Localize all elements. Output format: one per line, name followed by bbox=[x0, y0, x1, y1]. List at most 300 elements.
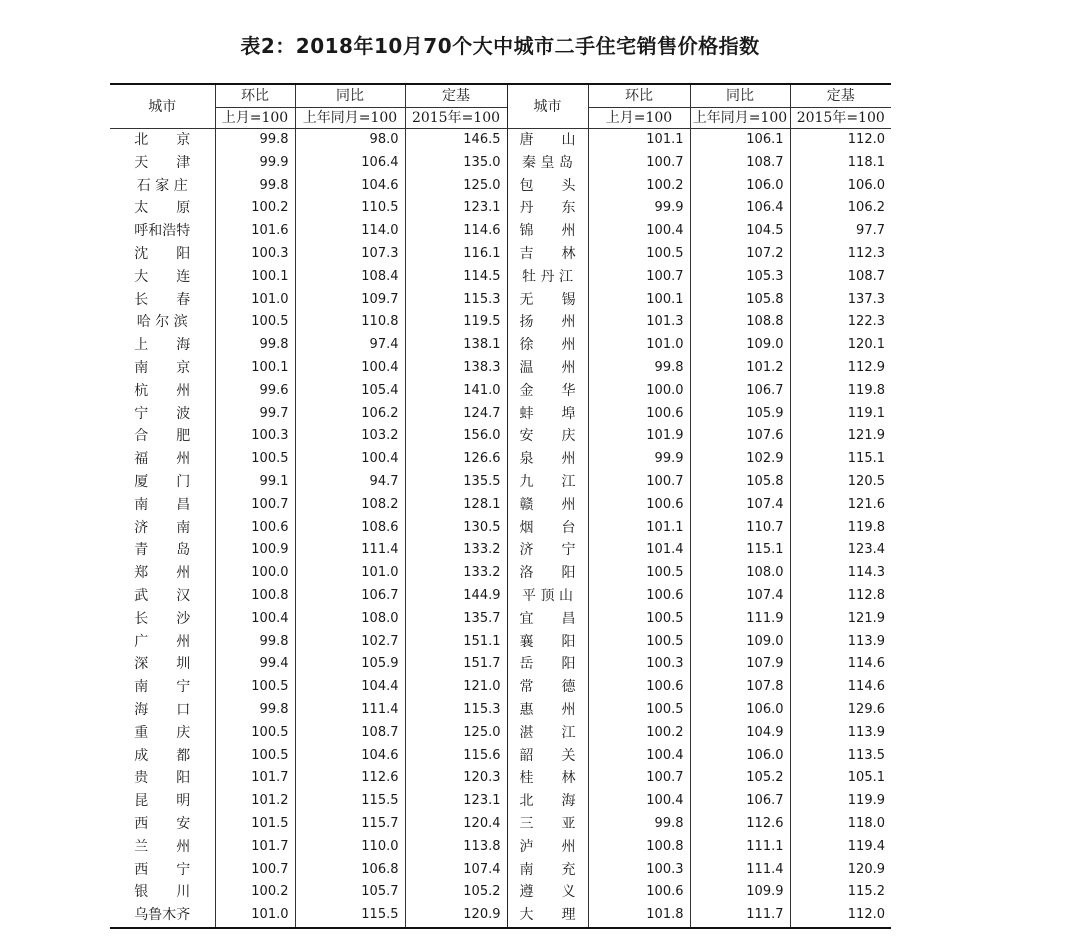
mom-cell: 100.2 bbox=[588, 722, 690, 745]
fixed-cell: 128.1 bbox=[405, 494, 507, 517]
mom-cell: 101.0 bbox=[588, 334, 690, 357]
city-name-cell: 北 海 bbox=[507, 790, 588, 813]
yoy-cell: 104.4 bbox=[295, 676, 405, 699]
yoy-cell: 94.7 bbox=[295, 471, 405, 494]
city-name-cell: 杭 州 bbox=[134, 382, 191, 399]
table-row bbox=[110, 334, 891, 357]
mom-cell: 100.4 bbox=[588, 220, 690, 243]
fixed-cell: 121.6 bbox=[790, 494, 891, 517]
mom-cell: 101.0 bbox=[215, 904, 295, 928]
fixed-cell: 126.6 bbox=[405, 448, 507, 471]
fixed-cell: 156.0 bbox=[405, 425, 507, 448]
city-name-cell: 唐 山 bbox=[507, 129, 588, 152]
header-mom-base-left: 上月=100 bbox=[215, 108, 295, 129]
yoy-cell: 105.8 bbox=[690, 289, 790, 312]
city-name-cell: 贵 阳 bbox=[134, 770, 191, 787]
yoy-cell: 101.2 bbox=[690, 357, 790, 380]
header-fixed-base-left: 2015年=100 bbox=[405, 108, 507, 129]
table-row bbox=[110, 745, 891, 768]
city-name-cell: 泸 州 bbox=[507, 836, 588, 859]
fixed-cell: 129.6 bbox=[790, 699, 891, 722]
mom-cell: 100.5 bbox=[215, 448, 295, 471]
mom-cell: 100.7 bbox=[588, 767, 690, 790]
city-name-cell: 大 理 bbox=[507, 904, 588, 928]
fixed-cell: 112.8 bbox=[790, 585, 891, 608]
city-name-cell: 蚌 埠 bbox=[507, 403, 588, 426]
header-mom-left: 环比 bbox=[215, 84, 295, 108]
fixed-cell: 123.4 bbox=[790, 539, 891, 562]
city-name-cell: 徐 州 bbox=[507, 334, 588, 357]
yoy-cell: 106.8 bbox=[295, 859, 405, 882]
table-row bbox=[110, 813, 891, 836]
mom-cell: 100.3 bbox=[588, 859, 690, 882]
city-name-cell: 沈 阳 bbox=[134, 245, 191, 262]
city-name-cell: 哈 尔 滨 bbox=[136, 314, 188, 331]
city-name-cell: 济 宁 bbox=[507, 539, 588, 562]
mom-cell: 99.9 bbox=[215, 152, 295, 175]
fixed-cell: 119.1 bbox=[790, 403, 891, 426]
fixed-cell: 119.5 bbox=[405, 311, 507, 334]
mom-cell: 99.8 bbox=[215, 175, 295, 198]
fixed-cell: 141.0 bbox=[405, 380, 507, 403]
yoy-cell: 102.7 bbox=[295, 631, 405, 654]
yoy-cell: 111.1 bbox=[690, 836, 790, 859]
fixed-cell: 115.2 bbox=[790, 881, 891, 904]
mom-cell: 100.6 bbox=[588, 881, 690, 904]
city-name-cell: 湛 江 bbox=[507, 722, 588, 745]
fixed-cell: 138.1 bbox=[405, 334, 507, 357]
city-name-cell: 宁 波 bbox=[134, 405, 191, 422]
yoy-cell: 115.5 bbox=[295, 790, 405, 813]
fixed-cell: 122.3 bbox=[790, 311, 891, 334]
mom-cell: 99.8 bbox=[588, 813, 690, 836]
header-fixed-base-right: 2015年=100 bbox=[790, 108, 891, 129]
fixed-cell: 123.1 bbox=[405, 790, 507, 813]
fixed-cell: 106.2 bbox=[790, 197, 891, 220]
table-row bbox=[110, 676, 891, 699]
city-name-cell: 洛 阳 bbox=[507, 562, 588, 585]
yoy-cell: 109.9 bbox=[690, 881, 790, 904]
fixed-cell: 113.9 bbox=[790, 722, 891, 745]
table-row bbox=[110, 653, 891, 676]
yoy-cell: 107.3 bbox=[295, 243, 405, 266]
mom-cell: 100.8 bbox=[588, 836, 690, 859]
fixed-cell: 112.0 bbox=[790, 129, 891, 152]
mom-cell: 101.7 bbox=[215, 767, 295, 790]
yoy-cell: 111.4 bbox=[295, 539, 405, 562]
mom-cell: 101.1 bbox=[588, 129, 690, 152]
table-row bbox=[110, 380, 891, 403]
yoy-cell: 111.7 bbox=[690, 904, 790, 928]
yoy-cell: 106.0 bbox=[690, 745, 790, 768]
city-name-cell: 长 春 bbox=[134, 291, 191, 308]
table-row bbox=[110, 585, 891, 608]
city-name-cell: 青 岛 bbox=[134, 542, 191, 559]
fixed-cell: 107.4 bbox=[405, 859, 507, 882]
fixed-cell: 133.2 bbox=[405, 539, 507, 562]
table-row bbox=[110, 904, 891, 928]
mom-cell: 101.9 bbox=[588, 425, 690, 448]
city-name-cell: 济 南 bbox=[134, 519, 191, 536]
fixed-cell: 137.3 bbox=[790, 289, 891, 312]
yoy-cell: 106.7 bbox=[295, 585, 405, 608]
yoy-cell: 107.6 bbox=[690, 425, 790, 448]
yoy-cell: 107.2 bbox=[690, 243, 790, 266]
yoy-cell: 108.2 bbox=[295, 494, 405, 517]
city-name-cell: 无 锡 bbox=[507, 289, 588, 312]
city-name-cell: 厦 门 bbox=[134, 473, 191, 490]
yoy-cell: 108.0 bbox=[690, 562, 790, 585]
yoy-cell: 114.0 bbox=[295, 220, 405, 243]
yoy-cell: 106.4 bbox=[295, 152, 405, 175]
city-name-cell: 石 家 庄 bbox=[136, 177, 188, 194]
mom-cell: 100.6 bbox=[588, 403, 690, 426]
city-name-cell: 安 庆 bbox=[507, 425, 588, 448]
yoy-cell: 105.9 bbox=[690, 403, 790, 426]
yoy-cell: 110.8 bbox=[295, 311, 405, 334]
city-name-cell: 广 州 bbox=[134, 633, 191, 650]
fixed-cell: 115.3 bbox=[405, 699, 507, 722]
yoy-cell: 100.4 bbox=[295, 357, 405, 380]
city-name-cell: 天 津 bbox=[134, 154, 191, 171]
mom-cell: 101.4 bbox=[588, 539, 690, 562]
yoy-cell: 106.1 bbox=[690, 129, 790, 152]
yoy-cell: 105.3 bbox=[690, 266, 790, 289]
yoy-cell: 111.4 bbox=[295, 699, 405, 722]
mom-cell: 101.8 bbox=[588, 904, 690, 928]
table-row bbox=[110, 357, 891, 380]
yoy-cell: 110.0 bbox=[295, 836, 405, 859]
yoy-cell: 105.8 bbox=[690, 471, 790, 494]
city-name-cell: 韶 关 bbox=[507, 745, 588, 768]
yoy-cell: 106.7 bbox=[690, 790, 790, 813]
yoy-cell: 103.2 bbox=[295, 425, 405, 448]
city-name-cell: 北 京 bbox=[134, 132, 191, 148]
yoy-cell: 107.9 bbox=[690, 653, 790, 676]
fixed-cell: 151.7 bbox=[405, 653, 507, 676]
fixed-cell: 133.2 bbox=[405, 562, 507, 585]
yoy-cell: 104.9 bbox=[690, 722, 790, 745]
fixed-cell: 120.3 bbox=[405, 767, 507, 790]
city-name-cell: 襄 阳 bbox=[507, 631, 588, 654]
mom-cell: 99.4 bbox=[215, 653, 295, 676]
fixed-cell: 123.1 bbox=[405, 197, 507, 220]
fixed-cell: 114.6 bbox=[790, 676, 891, 699]
fixed-cell: 151.1 bbox=[405, 631, 507, 654]
table-row bbox=[110, 539, 891, 562]
table-row bbox=[110, 243, 891, 266]
table-row bbox=[110, 311, 891, 334]
mom-cell: 100.5 bbox=[588, 608, 690, 631]
mom-cell: 100.7 bbox=[588, 152, 690, 175]
city-name-cell: 惠 州 bbox=[507, 699, 588, 722]
header-yoy-right: 同比 bbox=[690, 84, 790, 108]
mom-cell: 99.9 bbox=[588, 448, 690, 471]
mom-cell: 100.5 bbox=[215, 676, 295, 699]
city-name-cell: 南 京 bbox=[134, 359, 191, 376]
price-index-table bbox=[110, 83, 891, 929]
fixed-cell: 146.5 bbox=[405, 129, 507, 152]
yoy-cell: 98.0 bbox=[295, 129, 405, 152]
yoy-cell: 108.4 bbox=[295, 266, 405, 289]
mom-cell: 101.7 bbox=[215, 836, 295, 859]
mom-cell: 100.2 bbox=[215, 881, 295, 904]
yoy-cell: 115.1 bbox=[690, 539, 790, 562]
yoy-cell: 109.7 bbox=[295, 289, 405, 312]
mom-cell: 100.5 bbox=[588, 699, 690, 722]
yoy-cell: 107.8 bbox=[690, 676, 790, 699]
fixed-cell: 118.1 bbox=[790, 152, 891, 175]
fixed-cell: 135.7 bbox=[405, 608, 507, 631]
city-name-cell: 南 昌 bbox=[134, 496, 191, 513]
mom-cell: 101.0 bbox=[215, 289, 295, 312]
fixed-cell: 115.3 bbox=[405, 289, 507, 312]
mom-cell: 100.5 bbox=[588, 562, 690, 585]
mom-cell: 100.4 bbox=[215, 608, 295, 631]
yoy-cell: 106.2 bbox=[295, 403, 405, 426]
table-row bbox=[110, 175, 891, 198]
fixed-cell: 120.4 bbox=[405, 813, 507, 836]
fixed-cell: 119.8 bbox=[790, 517, 891, 540]
yoy-cell: 105.9 bbox=[295, 653, 405, 676]
city-name-cell: 海 口 bbox=[134, 701, 191, 718]
mom-cell: 100.7 bbox=[215, 859, 295, 882]
city-name-cell: 深 圳 bbox=[134, 656, 191, 673]
mom-cell: 100.4 bbox=[588, 745, 690, 768]
mom-cell: 100.0 bbox=[215, 562, 295, 585]
fixed-cell: 120.5 bbox=[790, 471, 891, 494]
mom-cell: 100.1 bbox=[215, 357, 295, 380]
fixed-cell: 116.1 bbox=[405, 243, 507, 266]
city-name-cell: 丹 东 bbox=[507, 197, 588, 220]
header-city-left: 城市 bbox=[110, 84, 215, 129]
header-fixed-right: 定基 bbox=[790, 84, 891, 108]
mom-cell: 100.5 bbox=[588, 243, 690, 266]
yoy-cell: 112.6 bbox=[295, 767, 405, 790]
city-name-cell: 郑 州 bbox=[134, 565, 191, 582]
city-name-cell: 九 江 bbox=[507, 471, 588, 494]
table-row bbox=[110, 722, 891, 745]
yoy-cell: 109.0 bbox=[690, 631, 790, 654]
yoy-cell: 110.7 bbox=[690, 517, 790, 540]
mom-cell: 100.7 bbox=[588, 471, 690, 494]
mom-cell: 100.6 bbox=[215, 517, 295, 540]
mom-cell: 101.2 bbox=[215, 790, 295, 813]
city-name-cell: 遵 义 bbox=[507, 881, 588, 904]
table-body bbox=[110, 129, 891, 928]
table-row bbox=[110, 494, 891, 517]
fixed-cell: 125.0 bbox=[405, 722, 507, 745]
table-row bbox=[110, 767, 891, 790]
city-name-cell: 呼和浩特 bbox=[134, 223, 191, 240]
mom-cell: 100.6 bbox=[588, 676, 690, 699]
fixed-cell: 121.9 bbox=[790, 608, 891, 631]
city-name-cell: 西 宁 bbox=[134, 861, 191, 878]
city-name-cell: 上 海 bbox=[134, 337, 191, 354]
city-name-cell: 烟 台 bbox=[507, 517, 588, 540]
city-name-cell: 秦 皇 岛 bbox=[507, 152, 588, 175]
city-name-cell: 西 安 bbox=[134, 815, 191, 832]
mom-cell: 99.8 bbox=[215, 334, 295, 357]
yoy-cell: 106.0 bbox=[690, 175, 790, 198]
city-name-cell: 南 充 bbox=[507, 859, 588, 882]
city-name-cell: 包 头 bbox=[507, 175, 588, 198]
fixed-cell: 121.9 bbox=[790, 425, 891, 448]
yoy-cell: 104.6 bbox=[295, 175, 405, 198]
city-name-cell: 吉 林 bbox=[507, 243, 588, 266]
header-yoy-base-right: 上年同月=100 bbox=[690, 108, 790, 129]
mom-cell: 100.2 bbox=[588, 175, 690, 198]
mom-cell: 99.6 bbox=[215, 380, 295, 403]
yoy-cell: 111.4 bbox=[690, 859, 790, 882]
city-name-cell: 温 州 bbox=[507, 357, 588, 380]
city-name-cell: 金 华 bbox=[507, 380, 588, 403]
fixed-cell: 114.6 bbox=[405, 220, 507, 243]
fixed-cell: 120.9 bbox=[790, 859, 891, 882]
mom-cell: 99.8 bbox=[588, 357, 690, 380]
header-mom-base-right: 上月=100 bbox=[588, 108, 690, 129]
city-name-cell: 常 德 bbox=[507, 676, 588, 699]
fixed-cell: 112.3 bbox=[790, 243, 891, 266]
fixed-cell: 119.9 bbox=[790, 790, 891, 813]
mom-cell: 100.5 bbox=[215, 745, 295, 768]
table-row bbox=[110, 517, 891, 540]
fixed-cell: 106.0 bbox=[790, 175, 891, 198]
yoy-cell: 105.4 bbox=[295, 380, 405, 403]
fixed-cell: 130.5 bbox=[405, 517, 507, 540]
table-row bbox=[110, 471, 891, 494]
yoy-cell: 100.4 bbox=[295, 448, 405, 471]
mom-cell: 100.5 bbox=[215, 722, 295, 745]
table-title: 表2：2018年10月70个大中城市二手住宅销售价格指数 bbox=[240, 34, 760, 58]
yoy-cell: 107.4 bbox=[690, 585, 790, 608]
table-row bbox=[110, 790, 891, 813]
fixed-cell: 112.0 bbox=[790, 904, 891, 928]
fixed-cell: 114.6 bbox=[790, 653, 891, 676]
table-row bbox=[110, 836, 891, 859]
fixed-cell: 135.5 bbox=[405, 471, 507, 494]
fixed-cell: 120.1 bbox=[790, 334, 891, 357]
yoy-cell: 109.0 bbox=[690, 334, 790, 357]
city-name-cell: 南 宁 bbox=[134, 679, 191, 696]
yoy-cell: 105.2 bbox=[690, 767, 790, 790]
mom-cell: 100.1 bbox=[215, 266, 295, 289]
fixed-cell: 97.7 bbox=[790, 220, 891, 243]
table-row bbox=[110, 859, 891, 882]
city-name-cell: 福 州 bbox=[134, 451, 191, 468]
fixed-cell: 119.8 bbox=[790, 380, 891, 403]
mom-cell: 101.3 bbox=[588, 311, 690, 334]
table-row bbox=[110, 881, 891, 904]
city-name-cell: 赣 州 bbox=[507, 494, 588, 517]
yoy-cell: 110.5 bbox=[295, 197, 405, 220]
fixed-cell: 115.1 bbox=[790, 448, 891, 471]
table-row bbox=[110, 266, 891, 289]
table-row bbox=[110, 448, 891, 471]
mom-cell: 100.3 bbox=[215, 425, 295, 448]
fixed-cell: 135.0 bbox=[405, 152, 507, 175]
yoy-cell: 106.0 bbox=[690, 699, 790, 722]
city-name-cell: 兰 州 bbox=[134, 838, 191, 855]
table-row bbox=[110, 403, 891, 426]
mom-cell: 99.8 bbox=[215, 129, 295, 152]
mom-cell: 100.2 bbox=[215, 197, 295, 220]
fixed-cell: 118.0 bbox=[790, 813, 891, 836]
table-row bbox=[110, 289, 891, 312]
header-yoy-base-left: 上年同月=100 bbox=[295, 108, 405, 129]
mom-cell: 99.8 bbox=[215, 631, 295, 654]
yoy-cell: 107.4 bbox=[690, 494, 790, 517]
table-row bbox=[110, 562, 891, 585]
mom-cell: 100.5 bbox=[215, 311, 295, 334]
city-name-cell: 泉 州 bbox=[507, 448, 588, 471]
fixed-cell: 121.0 bbox=[405, 676, 507, 699]
table-row bbox=[110, 152, 891, 175]
yoy-cell: 108.6 bbox=[295, 517, 405, 540]
city-name-cell: 长 沙 bbox=[134, 610, 191, 627]
mom-cell: 100.5 bbox=[588, 631, 690, 654]
table-row bbox=[110, 425, 891, 448]
table-row bbox=[110, 608, 891, 631]
city-name-cell: 岳 阳 bbox=[507, 653, 588, 676]
mom-cell: 100.0 bbox=[588, 380, 690, 403]
yoy-cell: 97.4 bbox=[295, 334, 405, 357]
city-name-cell: 桂 林 bbox=[507, 767, 588, 790]
city-name-cell: 成 都 bbox=[134, 747, 191, 764]
mom-cell: 100.4 bbox=[588, 790, 690, 813]
city-name-cell: 锦 州 bbox=[507, 220, 588, 243]
fixed-cell: 124.7 bbox=[405, 403, 507, 426]
yoy-cell: 108.7 bbox=[295, 722, 405, 745]
fixed-cell: 114.5 bbox=[405, 266, 507, 289]
city-name-cell: 平 顶 山 bbox=[507, 585, 588, 608]
mom-cell: 101.1 bbox=[588, 517, 690, 540]
yoy-cell: 102.9 bbox=[690, 448, 790, 471]
city-name-cell: 银 川 bbox=[134, 884, 191, 901]
fixed-cell: 125.0 bbox=[405, 175, 507, 198]
yoy-cell: 112.6 bbox=[690, 813, 790, 836]
yoy-cell: 115.7 bbox=[295, 813, 405, 836]
yoy-cell: 101.0 bbox=[295, 562, 405, 585]
city-name-cell: 武 汉 bbox=[134, 587, 191, 604]
city-name-cell: 宜 昌 bbox=[507, 608, 588, 631]
mom-cell: 100.1 bbox=[588, 289, 690, 312]
fixed-cell: 105.2 bbox=[405, 881, 507, 904]
city-name-cell: 昆 明 bbox=[134, 793, 191, 810]
fixed-cell: 115.6 bbox=[405, 745, 507, 768]
yoy-cell: 111.9 bbox=[690, 608, 790, 631]
header-yoy-left: 同比 bbox=[295, 84, 405, 108]
mom-cell: 100.6 bbox=[588, 494, 690, 517]
city-name-cell: 重 庆 bbox=[134, 724, 191, 741]
yoy-cell: 108.0 bbox=[295, 608, 405, 631]
yoy-cell: 115.5 bbox=[295, 904, 405, 928]
city-name-cell: 扬 州 bbox=[507, 311, 588, 334]
mom-cell: 100.8 bbox=[215, 585, 295, 608]
city-name-cell: 三 亚 bbox=[507, 813, 588, 836]
fixed-cell: 113.9 bbox=[790, 631, 891, 654]
yoy-cell: 104.5 bbox=[690, 220, 790, 243]
table-header bbox=[110, 84, 891, 129]
city-name-cell: 乌鲁木齐 bbox=[134, 907, 191, 924]
mom-cell: 100.6 bbox=[588, 585, 690, 608]
fixed-cell: 120.9 bbox=[405, 904, 507, 928]
header-fixed-left: 定基 bbox=[405, 84, 507, 108]
table-row bbox=[110, 699, 891, 722]
header-city-right: 城市 bbox=[507, 84, 588, 129]
mom-cell: 101.5 bbox=[215, 813, 295, 836]
mom-cell: 100.3 bbox=[588, 653, 690, 676]
